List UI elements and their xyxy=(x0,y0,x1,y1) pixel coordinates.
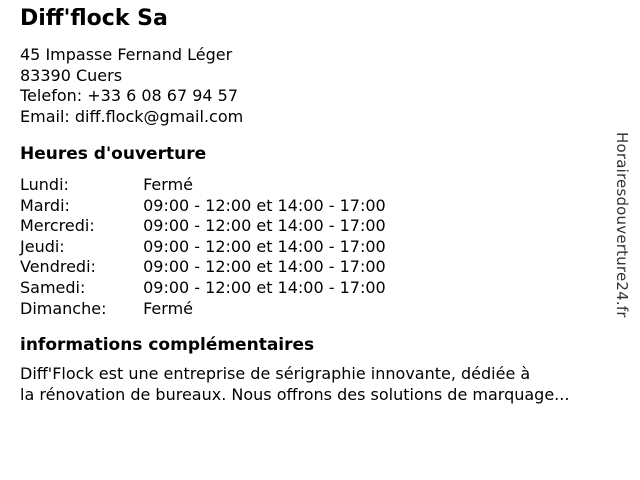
day-hours: 09:00 - 12:00 et 14:00 - 17:00 xyxy=(143,195,386,215)
day-hours: 09:00 - 12:00 et 14:00 - 17:00 xyxy=(143,257,386,277)
hours-row-monday xyxy=(20,175,610,196)
day-label: Mercredi: xyxy=(20,216,95,236)
day-hours: 09:00 - 12:00 et 14:00 - 17:00 xyxy=(143,277,386,297)
day-label: Samedi: xyxy=(20,277,86,297)
day-hours: Fermé xyxy=(143,175,193,194)
day-label: Mardi: xyxy=(20,195,70,215)
hours-row-saturday xyxy=(20,278,610,299)
opening-hours-heading: Heures d'ouverture xyxy=(20,144,207,164)
additional-info-heading: informations complémentaires xyxy=(20,335,315,356)
hours-row-friday xyxy=(20,257,610,278)
contact-block xyxy=(20,45,610,127)
hours-row-thursday xyxy=(20,237,610,258)
phone-line: Telefon: +33 6 08 67 94 57 xyxy=(20,86,239,105)
business-description xyxy=(20,363,610,405)
hours-row-sunday xyxy=(20,299,610,320)
address-line-1: 45 Impasse Fernand Léger xyxy=(20,45,233,64)
description-line-1: Diff'Flock est une entreprise de sérigraphie innovante, dédiée à xyxy=(20,364,531,384)
hours-row-wednesday xyxy=(20,216,610,237)
day-label: Vendredi: xyxy=(20,257,96,277)
day-label: Dimanche: xyxy=(20,298,107,318)
site-watermark: Horairesdouverture24.fr xyxy=(613,132,631,318)
day-hours: Fermé xyxy=(143,298,193,318)
hours-row-tuesday xyxy=(20,196,610,217)
email-line: Email: diff.flock@gmail.com xyxy=(20,106,244,126)
address-line-2: 83390 Cuers xyxy=(20,65,123,85)
description-line-2: la rénovation de bureaux. Nous offrons des solutions de marquage... xyxy=(20,385,570,405)
day-label: Lundi: xyxy=(20,175,69,194)
hours-table xyxy=(20,175,610,319)
business-name: Diff'flock Sa xyxy=(20,6,168,31)
day-hours: 09:00 - 12:00 et 14:00 - 17:00 xyxy=(143,236,386,256)
day-label: Jeudi: xyxy=(20,236,65,256)
day-hours: 09:00 - 12:00 et 14:00 - 17:00 xyxy=(143,216,386,236)
